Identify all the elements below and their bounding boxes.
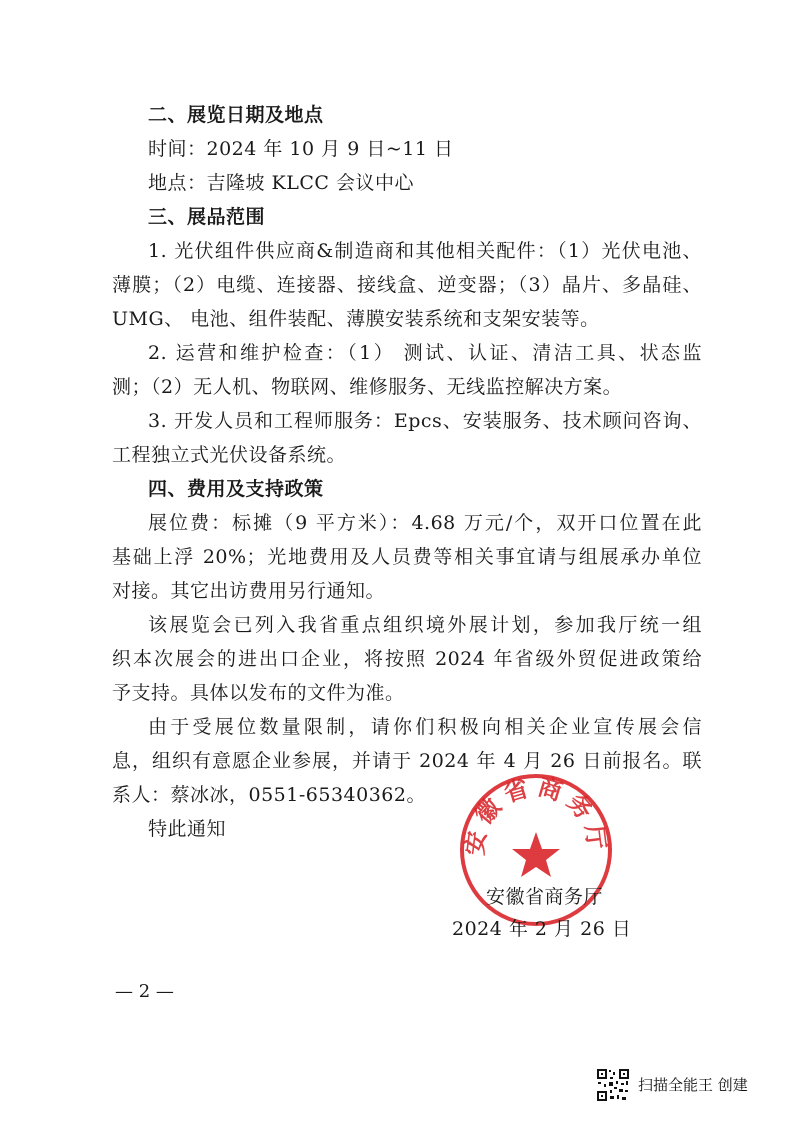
signup-line-3: 系人：蔡冰冰，0551-65340362。	[112, 784, 426, 806]
exhibit-item-3-line-2: 工程独立式光伏设备系统。	[112, 444, 347, 466]
fee-line-1: 展位费：标摊（9 平方米）：4.68 万元/个，双开口位置在此	[148, 512, 702, 534]
page-number: — 2 —	[115, 981, 174, 1002]
exhibit-item-1-line-3: UMG、 电池、组件装配、薄膜安装系统和支架安装等。	[112, 308, 600, 330]
exhibition-place: 地点：吉隆坡 KLCC 会议中心	[148, 172, 414, 194]
exhibit-item-3-line-1: 3. 开发人员和工程师服务：Epcs、安装服务、技术顾问咨询、	[148, 410, 702, 432]
exhibit-item-2-line-2: 测；（2）无人机、物联网、维修服务、无线监控解决方案。	[112, 376, 623, 398]
qr-code-icon	[596, 1068, 630, 1102]
fee-line-3: 对接。其它出访费用另行通知。	[112, 580, 386, 602]
signup-line-2: 息，组织有意愿企业参展，并请于 2024 年 4 月 26 日前报名。联	[112, 750, 702, 772]
closing-remark: 特此通知	[148, 818, 227, 840]
support-line-1: 该展览会已列入我省重点组织境外展计划，参加我厅统一组	[148, 614, 702, 636]
section-2-heading: 二、展览日期及地点	[148, 104, 324, 126]
scanner-watermark: 扫描全能王 创建	[638, 1076, 748, 1094]
support-line-3: 予支持。具体以发布的文件为准。	[112, 682, 405, 704]
exhibit-item-1-line-1: 1. 光伏组件供应商&制造商和其他相关配件：（1）光伏电池、	[148, 240, 702, 262]
issue-date: 2024 年 2 月 26 日	[452, 918, 632, 940]
exhibit-item-1-line-2: 薄膜；（2）电缆、连接器、接线盒、逆变器；（3）晶片、多晶硅、	[112, 274, 702, 296]
section-3-heading: 三、展品范围	[148, 206, 266, 228]
support-line-2: 织本次展会的进出口企业，将按照 2024 年省级外贸促进政策给	[112, 648, 702, 670]
exhibit-item-2-line-1: 2. 运营和维护检查：（1） 测试、认证、清洁工具、状态监	[148, 342, 702, 364]
section-4-heading: 四、费用及支持政策	[148, 478, 324, 500]
fee-line-2: 基础上浮 20%；光地费用及人员费等相关事宜请与组展承办单位	[112, 546, 702, 568]
exhibition-time: 时间：2024 年 10 月 9 日~11 日	[148, 138, 454, 160]
seal-text: 安徽省商务厅	[460, 772, 612, 857]
issuing-organization: 安徽省商务厅	[486, 886, 604, 908]
signup-line-1: 由于受展位数量限制，请你们积极向相关企业宣传展会信	[148, 716, 702, 738]
